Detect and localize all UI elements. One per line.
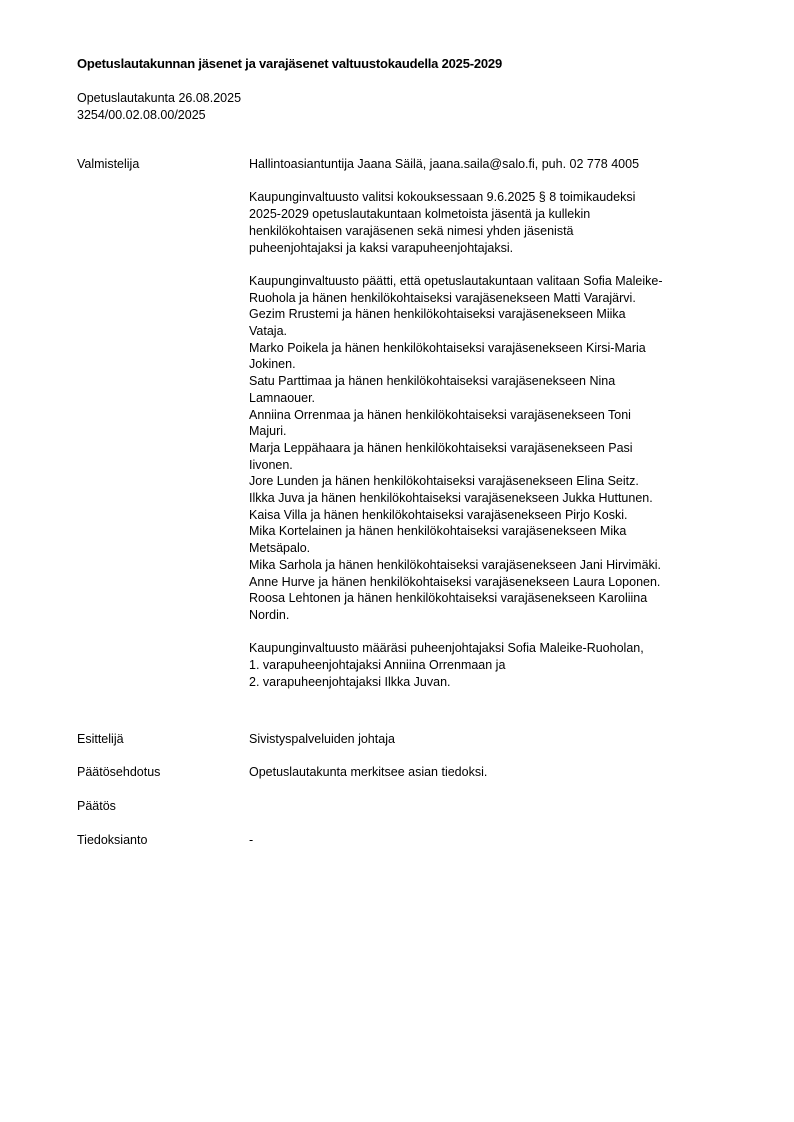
proposal-label: Päätösehdotus bbox=[77, 765, 161, 779]
text-line: Satu Parttimaa ja hänen henkilökohtaiseksi varajäsenekseen Nina bbox=[249, 374, 616, 389]
text-line: 1. varapuheenjohtajaksi Anniina Orrenmaan ja bbox=[249, 658, 506, 673]
text-line: 2025-2029 opetuslautakuntaan kolmetoista jäsentä ja kullekin bbox=[249, 207, 591, 222]
text-line: Jokinen. bbox=[249, 357, 296, 372]
members-paragraph bbox=[249, 273, 749, 624]
presenter-value: Sivistyspalveluiden johtaja bbox=[249, 732, 395, 746]
text-line: Jore Lunden ja hänen henkilökohtaiseksi varajäsenekseen Elina Seitz. bbox=[249, 474, 639, 489]
preparer-contact: Hallintoasiantuntija Jaana Säilä, jaana.saila@salo.fi, puh. 02 778 4005 bbox=[249, 157, 640, 171]
text-line: Nordin. bbox=[249, 607, 290, 622]
notification-label: Tiedoksianto bbox=[77, 833, 148, 847]
intro-paragraph bbox=[249, 189, 749, 256]
text-line: Mika Sarhola ja hänen henkilökohtaiseksi varajäsenekseen Jani Hirvimäki. bbox=[249, 557, 662, 572]
text-line: Marko Poikela ja hänen henkilökohtaiseksi varajäsenekseen Kirsi-Maria bbox=[249, 340, 646, 355]
text-line: Ilkka Juva ja hänen henkilökohtaiseksi varajäsenekseen Jukka Huttunen. bbox=[249, 491, 653, 506]
text-line: Kaupunginvaltuusto määräsi puheenjohtajaksi Sofia Maleike-Ruoholan, bbox=[249, 641, 644, 656]
text-line: Anniina Orrenmaa ja hänen henkilökohtaiseksi varajäsenekseen Toni bbox=[249, 407, 631, 422]
text-line: Anne Hurve ja hänen henkilökohtaiseksi varajäsenekseen Laura Loponen. bbox=[249, 574, 661, 589]
preparer-label: Valmistelija bbox=[77, 157, 140, 171]
text-line: Kaupunginvaltuusto valitsi kokouksessaan 9.6.2025 § 8 toimikaudeksi bbox=[249, 190, 636, 205]
text-line: Ruohola ja hänen henkilökohtaiseksi varajäsenekseen Matti Varajärvi. bbox=[249, 290, 636, 305]
text-line: Mika Kortelainen ja hänen henkilökohtaiseksi varajäsenekseen Mika bbox=[249, 524, 627, 539]
text-line: henkilökohtaisen varajäsenen sekä nimesi yhden jäsenistä bbox=[249, 223, 574, 238]
proposal-value: Opetuslautakunta merkitsee asian tiedoksi. bbox=[249, 765, 488, 779]
presenter-label: Esittelijä bbox=[77, 732, 124, 746]
text-line: Kaupunginvaltuusto päätti, että opetuslautakuntaan valitaan Sofia Maleike- bbox=[249, 273, 663, 288]
text-line: Metsäpalo. bbox=[249, 541, 311, 556]
text-line: Gezim Rrustemi ja hänen henkilökohtaiseksi varajäsenekseen Miika bbox=[249, 307, 626, 322]
text-line: Kaisa Villa ja hänen henkilökohtaiseksi varajäsenekseen Pirjo Koski. bbox=[249, 507, 628, 522]
text-line: Marja Leppähaara ja hänen henkilökohtaiseksi varajäsenekseen Pasi bbox=[249, 440, 633, 455]
text-line: Majuri. bbox=[249, 424, 287, 439]
notification-value: - bbox=[249, 833, 254, 847]
document-title: Opetuslautakunnan jäsenet ja varajäsenet valtuustokaudella 2025-2029 bbox=[77, 56, 502, 71]
meeting-info: Opetuslautakunta 26.08.2025 bbox=[77, 91, 242, 105]
text-line: Lamnaouer. bbox=[249, 390, 316, 405]
preparer-content bbox=[249, 156, 749, 707]
text-line: 2. varapuheenjohtajaksi Ilkka Juvan. bbox=[249, 674, 451, 689]
text-line: Iivonen. bbox=[249, 457, 293, 472]
decision-label: Päätös bbox=[77, 799, 116, 813]
record-number: 3254/00.02.08.00/2025 bbox=[77, 108, 206, 122]
text-line: Vataja. bbox=[249, 324, 287, 338]
text-line: Roosa Lehtonen ja hänen henkilökohtaiseksi varajäsenekseen Karoliina bbox=[249, 591, 648, 606]
text-line: puheenjohtajaksi ja kaksi varapuheenjohtajaksi. bbox=[249, 240, 514, 255]
chairs-paragraph bbox=[249, 640, 749, 690]
